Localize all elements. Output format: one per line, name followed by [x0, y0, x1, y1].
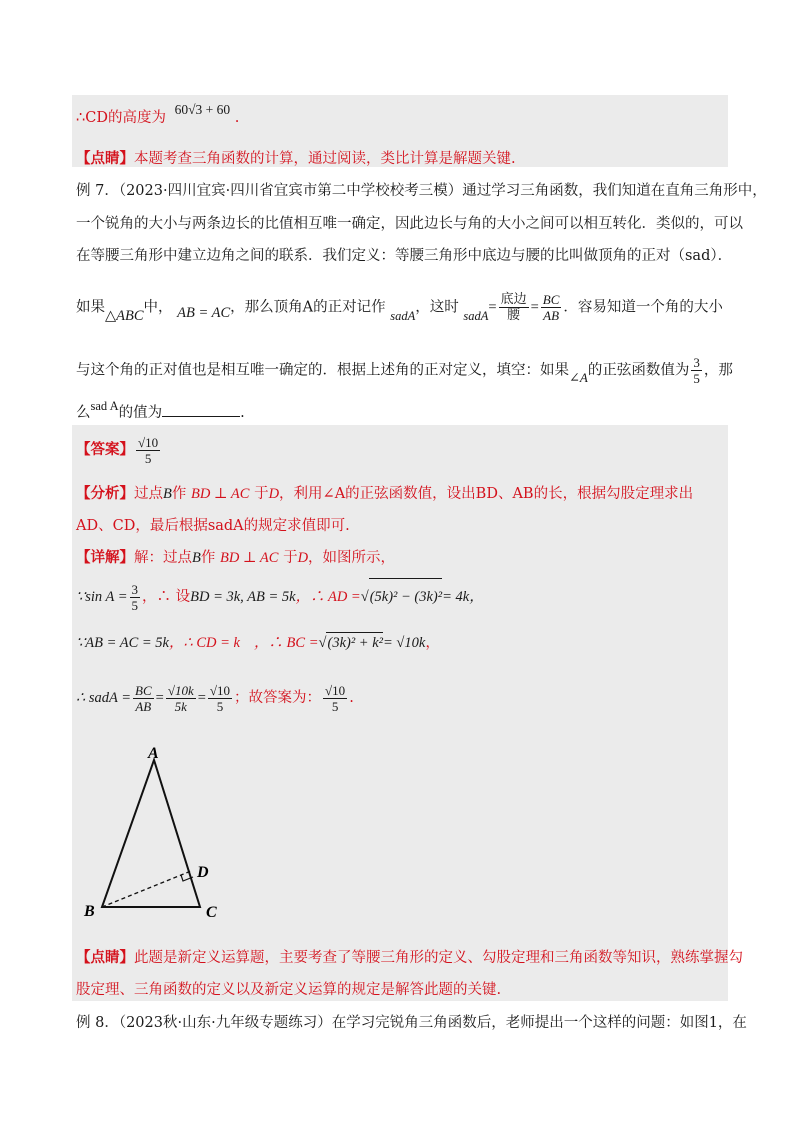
label-c: C	[206, 904, 217, 921]
comma: ，	[425, 635, 440, 651]
denominator: AB	[135, 698, 152, 714]
text: 的正弦函数值为	[587, 362, 690, 379]
numerator: √10	[138, 434, 159, 450]
text: ，那么顶角A的正对记作	[230, 299, 386, 316]
example7-line5	[76, 355, 733, 386]
denominator: 5	[144, 450, 152, 466]
final-answer-frac	[323, 683, 347, 714]
bd-ab-values: BD = 3k, AB = 5k	[190, 589, 296, 605]
comment-text: 本题考查三角函数的计算，通过阅读，类比计算是解题关键.	[134, 151, 516, 167]
text: 解：过点	[134, 550, 192, 566]
numerator: BC	[135, 682, 152, 698]
sad-a-2: sadA	[463, 308, 489, 323]
three-fifths	[130, 582, 141, 613]
detail-line4: ∴ sadA = $\frac{BC}{AB}$ = $\frac{√10k}{5k}$ = $\frac{√10}{5}$ ；故答案为： $\frac{√10}{5}$ .	[76, 682, 354, 714]
point-d: D	[297, 550, 309, 566]
answer-blank	[162, 402, 240, 417]
cd-height-value: 60√3 + 60	[174, 102, 231, 117]
text: 过点	[134, 486, 163, 502]
sad-a-3: sad A	[90, 399, 119, 413]
numerator: √10	[325, 682, 346, 698]
detail-line2: ∵sin A = $\frac{3}{5}$ ，∴ 设BD = 3k, AB = 5k，∴ AD =√(5k)² − (3k)²= 4k，	[76, 578, 484, 615]
cd-k: ，∴ CD = k	[168, 635, 240, 651]
sad-a-eq: ∴ sadA =	[76, 690, 131, 706]
text: ，如图所示，	[308, 550, 396, 566]
answer-fraction	[136, 435, 160, 466]
period: .	[349, 690, 354, 706]
comment-tag: 【点睛】	[76, 949, 134, 966]
comment-2-line2: 股定理、三角函数的定义以及新定义运算的规定是解答此题的关键.	[76, 982, 502, 998]
ab-ac-5k: ∵AB = AC = 5k	[76, 635, 169, 651]
ad-radicand: (5k)² − (3k)²	[369, 578, 442, 615]
numerator: BC	[542, 292, 560, 307]
text: 的值为	[118, 405, 163, 421]
comment-1	[76, 149, 516, 169]
sad-a: sadA	[390, 308, 416, 323]
denominator: 5	[331, 698, 339, 714]
period: .	[234, 110, 240, 126]
ad-value: = 4k，	[442, 589, 484, 605]
answer-text: ；故答案为：	[234, 690, 322, 706]
denominator: 5	[216, 698, 224, 714]
bc-eq: ，∴ BC =	[253, 635, 319, 651]
text: 与这个角的正对值也是相互唯一确定的．根据上述角的正对定义，填空：如果	[76, 362, 569, 379]
denominator: 5	[131, 597, 139, 613]
root10k-5k-frac	[166, 683, 196, 714]
ab-eq-ac: AB = AC	[177, 304, 231, 321]
base-over-leg-fraction	[499, 292, 529, 323]
text: 么	[76, 405, 91, 421]
bc-radicand: (3k)² + k²	[326, 632, 383, 653]
text: 于	[254, 486, 269, 502]
text: ，这时	[415, 299, 459, 316]
triangle-abc-shape	[102, 760, 200, 907]
bd-perp-ac: BD ⊥ AC	[190, 486, 250, 502]
example8-line1: 例 8．（2023秋·山东·九年级专题练习）在学习完锐角三角函数后，老师提出一个这样的问题：如图1，在	[76, 1015, 747, 1031]
text: .	[240, 405, 245, 421]
answer-line	[76, 432, 162, 468]
numerator: 3	[131, 581, 139, 597]
bc-value: = √10k	[383, 635, 426, 651]
comment-tag: 【点睛】	[76, 150, 134, 167]
analysis-line1	[76, 484, 693, 504]
example7-line6	[76, 399, 245, 423]
text: ．容易知道一个角的大小	[563, 299, 723, 316]
text: 于	[283, 550, 298, 566]
cd-height-text: ∴CD的高度为	[76, 110, 166, 126]
text: ，那	[703, 362, 733, 379]
denominator: AB	[543, 308, 560, 323]
detail-line3: ∵AB = AC = 5k，∴ CD = k ，∴ BC =√(3k)² + k²= √10k，	[76, 632, 440, 653]
example7-line1: 例 7．（2023·四川宜宾·四川省宜宾市第二中学校校考三模）通过学习三角函数，我们知道在直角三角形中，	[76, 183, 767, 199]
text: 作	[171, 486, 187, 502]
three-fifths-fraction	[691, 355, 702, 386]
label-d: D	[197, 864, 209, 881]
triangle-figure	[80, 740, 240, 925]
detail-line1	[76, 548, 395, 568]
numerator: √10k	[167, 682, 194, 698]
comment-text: 此题是新定义运算题，主要考查了等腰三角形的定义、勾股定理和三角函数等知识，熟练掌握勾	[134, 950, 743, 966]
label-b: B	[84, 903, 95, 920]
denominator: 5	[693, 371, 700, 386]
example7-line3: 在等腰三角形中建立边角之间的联系．我们定义：等腰三角形中底边与腰的比叫做顶角的正对（sad）．	[76, 248, 733, 264]
analysis-tag: 【分析】	[76, 485, 134, 502]
text: 中，	[143, 299, 173, 316]
angle-a: ∠A	[569, 369, 588, 385]
bd-perp-ac: BD ⊥ AC	[219, 550, 279, 566]
denominator: 5k	[174, 698, 187, 714]
numerator: √10	[209, 682, 231, 698]
point-b: B	[192, 550, 201, 566]
numerator: 3	[693, 355, 700, 370]
analysis-line2: AD、CD，最后根据sadA的规定求值即可.	[76, 518, 350, 534]
bc-ab-frac	[133, 683, 154, 714]
example7-line2: 一个锐角的大小与两条边长的比值相互唯一确定，因此边长与角的大小之间可以相互转化．类似的，可以	[76, 216, 743, 232]
detail-tag: 【详解】	[76, 549, 134, 566]
label-a: A	[148, 745, 159, 762]
example7-line4: 如果△ABC中， AB = AC，那么顶角A的正对记作 sadA，这时 sadA= $\frac{\text{底边}}{\text{腰}}$ = $\frac{BC}{AB}$ ．容易知道一个角的大小	[76, 292, 723, 324]
denominator: 腰	[507, 308, 521, 323]
cd-height-line	[76, 102, 240, 128]
text: ，利用∠A的正弦函数值，设出BD、AB的长，根据勾股定理求出	[279, 486, 694, 502]
text: 作	[200, 550, 216, 566]
root10-5-frac	[208, 683, 232, 714]
triangle-abc: △ABC	[105, 307, 144, 324]
numerator: 底边	[500, 292, 527, 307]
bd-dashed-line	[102, 871, 191, 907]
answer-tag: 【答案】	[76, 441, 134, 458]
text: 如果	[76, 299, 105, 316]
bc-over-ab-fraction	[541, 292, 562, 323]
sin-a: ∵sin A =	[76, 589, 128, 605]
point-b: B	[163, 486, 172, 502]
comment-2-line1	[76, 948, 743, 968]
point-d: D	[268, 486, 280, 502]
ad-eq: ，∴ AD =	[295, 589, 361, 605]
set-text: ，∴ 设	[142, 589, 191, 605]
